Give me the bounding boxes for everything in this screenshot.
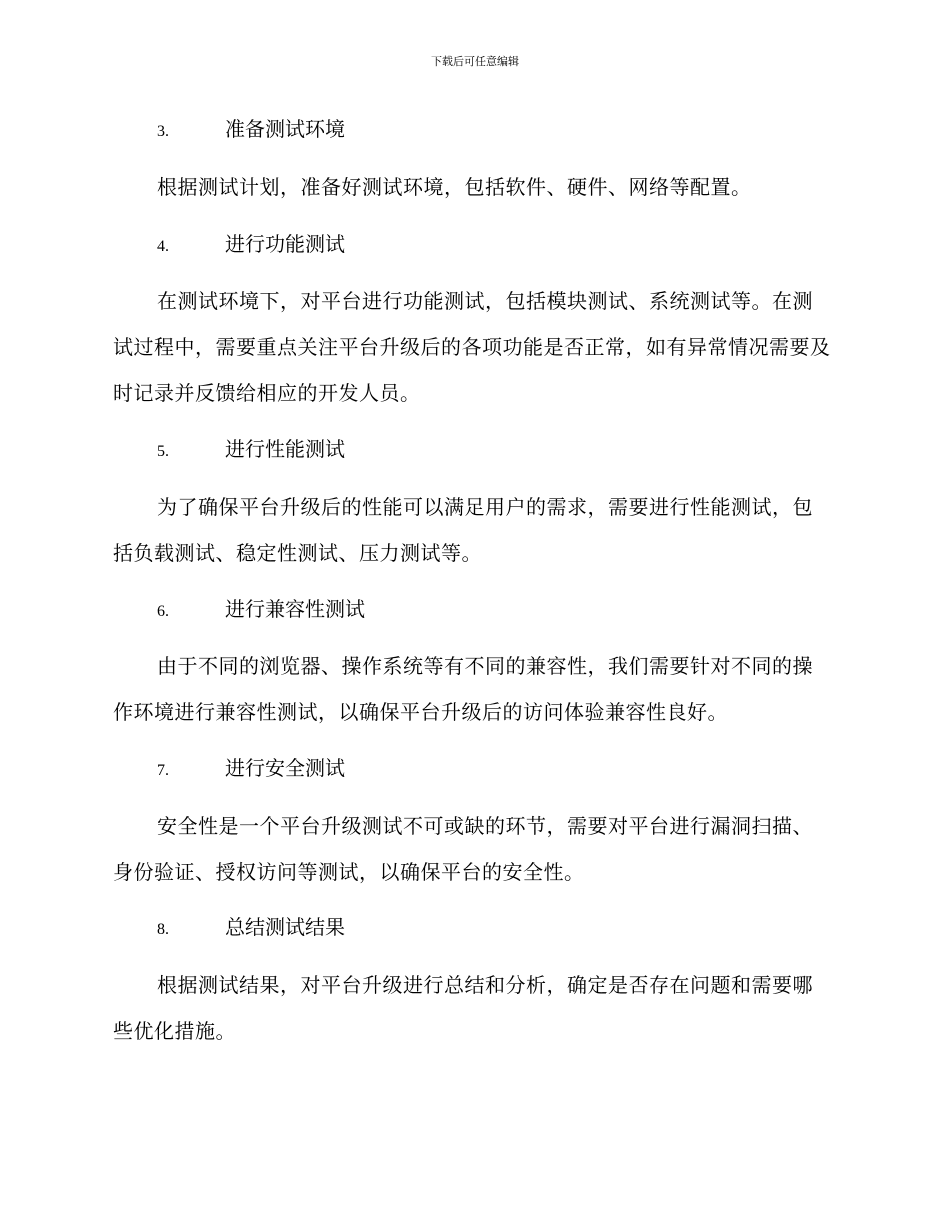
section-number: 3. [157,123,169,140]
section-heading [157,596,365,622]
section-title: 进行功能测试 [225,232,345,256]
section-paragraph: 安全性是一个平台升级测试不可或缺的环节，需要对平台进行漏洞扫描、身份验证、授权访问等测试，以确保平台的安全性。 [113,814,813,884]
section-title: 准备测试环境 [225,117,345,141]
section-number: 6. [157,603,169,620]
section-heading [157,914,345,940]
section-title: 进行性能测试 [225,437,345,461]
section-paragraph: 由于不同的浏览器、操作系统等有不同的兼容性，我们需要针对不同的操作环境进行兼容性测试，以确保平台升级后的访问体验兼容性良好。 [113,654,813,724]
section-number: 5. [157,443,169,460]
section-title: 进行安全测试 [225,756,345,780]
section-paragraph: 为了确保平台升级后的性能可以满足用户的需求，需要进行性能测试，包括负载测试、稳定性测试、压力测试等。 [113,495,813,565]
section-paragraph: 根据测试计划，准备好测试环境，包括软件、硬件、网络等配置。 [157,175,752,199]
section-title: 总结测试结果 [225,915,345,939]
section-heading [157,755,345,781]
section-heading [157,116,345,142]
page-header: 下载后可任意编辑 [431,55,519,68]
section-number: 8. [157,921,169,938]
section-heading [157,436,345,462]
section-paragraph: 根据测试结果，对平台升级进行总结和分析，确定是否存在问题和需要哪些优化措施。 [113,973,813,1043]
section-paragraph: 在测试环境下，对平台进行功能测试，包括模块测试、系统测试等。在测试过程中，需要重点关注平台升级后的各项功能是否正常，如有异常情况需要及时记录并反馈给相应的开发人员。 [113,289,831,405]
section-heading [157,231,345,257]
section-title: 进行兼容性测试 [225,597,365,621]
section-number: 7. [157,762,169,779]
section-number: 4. [157,238,169,255]
